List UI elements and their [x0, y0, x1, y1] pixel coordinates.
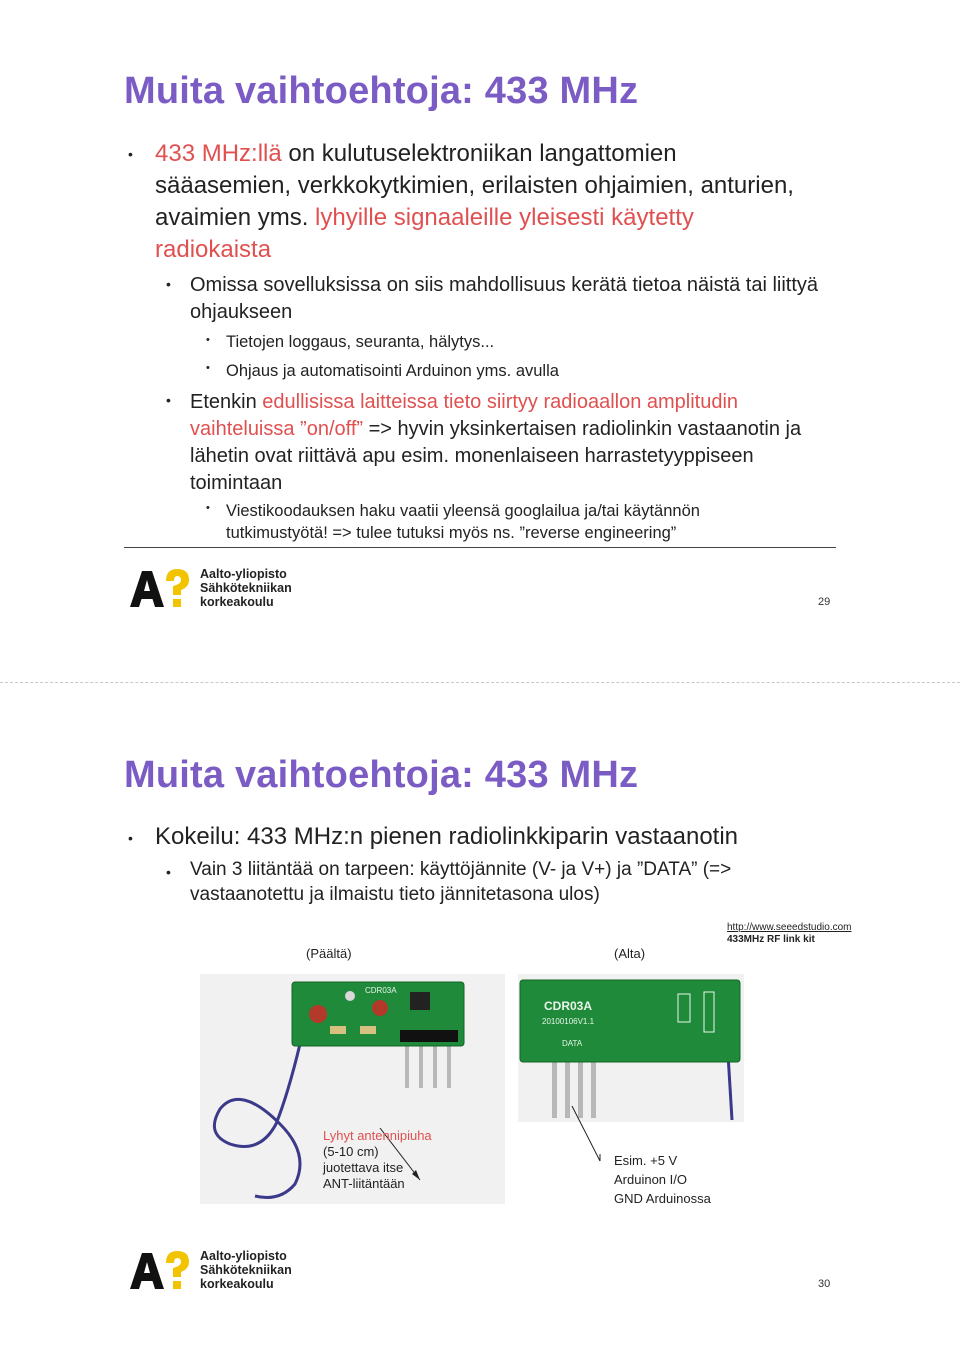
slide-29 — [0, 0, 960, 682]
bullet-433mhz — [155, 138, 815, 266]
board-bottom-date: 20100106V1.1 — [542, 1017, 595, 1026]
bullet-text: => hyvin yksinkertaisen radiolinkin vastaanotin ja lähetin ovat riittävä apu esim. monenlaiseen harrastetyyppiseen toimintaan — [190, 418, 802, 494]
antenna-note-line: juotettava itse — [323, 1160, 404, 1175]
highlight-text: lyhyille signaaleille yleisesti käytetty radiokaista — [155, 204, 694, 263]
sub-bullet-amplitude — [190, 389, 830, 497]
page-number: 30 — [818, 1278, 831, 1290]
pins-note-line: Arduinon I/O — [614, 1172, 687, 1187]
sub-sub-bullet: Viestikoodauksen haku vaatii yleensä googlailua ja/tai käytännön tutkimustyötä! => tulee tutuksi myös ns. ”reverse engineering” — [226, 502, 700, 542]
slide-30 — [0, 684, 960, 1367]
bullet-icon: • — [206, 362, 210, 374]
antenna-note — [323, 1128, 433, 1192]
bullet-icon: • — [206, 334, 210, 346]
bullet-text: Etenkin — [190, 391, 263, 413]
highlight-text: edullisissa laitteissa tieto siirtyy radioaallon amplitudin vaihteluissa ”on/off” — [190, 391, 739, 440]
antenna-note-highlight: Lyhyt antennipiuha — [323, 1128, 432, 1143]
bullet-icon: • — [128, 830, 133, 846]
slide-title: Muita vaihtoehtoja: 433 MHz — [124, 754, 639, 796]
highlight-text: 433 MHz:llä — [155, 140, 282, 167]
logo-line: korkeakoulu — [200, 595, 274, 609]
aalto-logo-icon — [130, 567, 192, 609]
logo-line: Sähkötekniikan — [200, 1263, 292, 1277]
aalto-logo-text — [200, 1249, 292, 1291]
slide-title: Muita vaihtoehtoja: 433 MHz — [124, 70, 639, 112]
logo-line: Aalto-yliopisto — [200, 567, 287, 581]
bullet-icon: • — [166, 864, 171, 880]
source-url-link[interactable]: http://www.seeedstudio.com — [727, 922, 852, 933]
bullet-icon: • — [206, 502, 210, 514]
board-bottom-data: DATA — [562, 1039, 583, 1048]
bullet-text: on kulutuselektroniikan langattomien sääasemien, verkkokytkimien, erilaisten ohjaimien, anturien, avaimien yms. — [155, 140, 794, 231]
sub-sub-bullet: Ohjaus ja automatisointi Arduinon yms. avulla — [226, 362, 559, 380]
footer-rule — [124, 547, 836, 548]
source-label: 433MHz RF link kit — [727, 934, 815, 945]
bullet-icon: • — [128, 146, 133, 162]
pins-note-line: GND Arduinossa — [614, 1191, 711, 1206]
antenna-note-line: (5-10 cm) — [323, 1144, 379, 1159]
pins-note — [614, 1151, 711, 1208]
antenna-note-line: ANT-liitäntään — [323, 1176, 405, 1191]
bullet-icon: • — [166, 276, 171, 292]
aalto-logo-text — [200, 567, 292, 609]
caption-top-view: (Päältä) — [306, 946, 352, 961]
page-separator — [0, 682, 960, 683]
bullet-icon: • — [166, 392, 171, 408]
logo-line: Sähkötekniikan — [200, 581, 292, 595]
aalto-logo-icon — [130, 1249, 192, 1291]
pins-note-line: Esim. +5 V — [614, 1153, 678, 1168]
board-bottom-label: CDR03A — [544, 999, 593, 1013]
logo-line: korkeakoulu — [200, 1277, 274, 1291]
logo-line: Aalto-yliopisto — [200, 1249, 287, 1263]
sub-sub-bullet: Tietojen loggaus, seuranta, hälytys... — [226, 333, 495, 351]
board-top-label: CDR03A — [365, 986, 397, 995]
sub-bullet-pins: Vain 3 liitäntää on tarpeen: käyttöjännite (V- ja V+) ja ”DATA” (=> vastaanotettu ja ilmaistu tieto jännitetasona ulos) — [190, 859, 732, 905]
bullet-experiment: Kokeilu: 433 MHz:n pienen radiolinkkiparin vastaanotin — [155, 823, 739, 850]
caption-bottom-view: (Alta) — [614, 946, 646, 961]
page-number: 29 — [818, 596, 831, 608]
sub-bullet-own-apps: Omissa sovelluksissa on siis mahdollisuus kerätä tietoa näistä tai liittyä ohjaukseen — [190, 274, 819, 323]
